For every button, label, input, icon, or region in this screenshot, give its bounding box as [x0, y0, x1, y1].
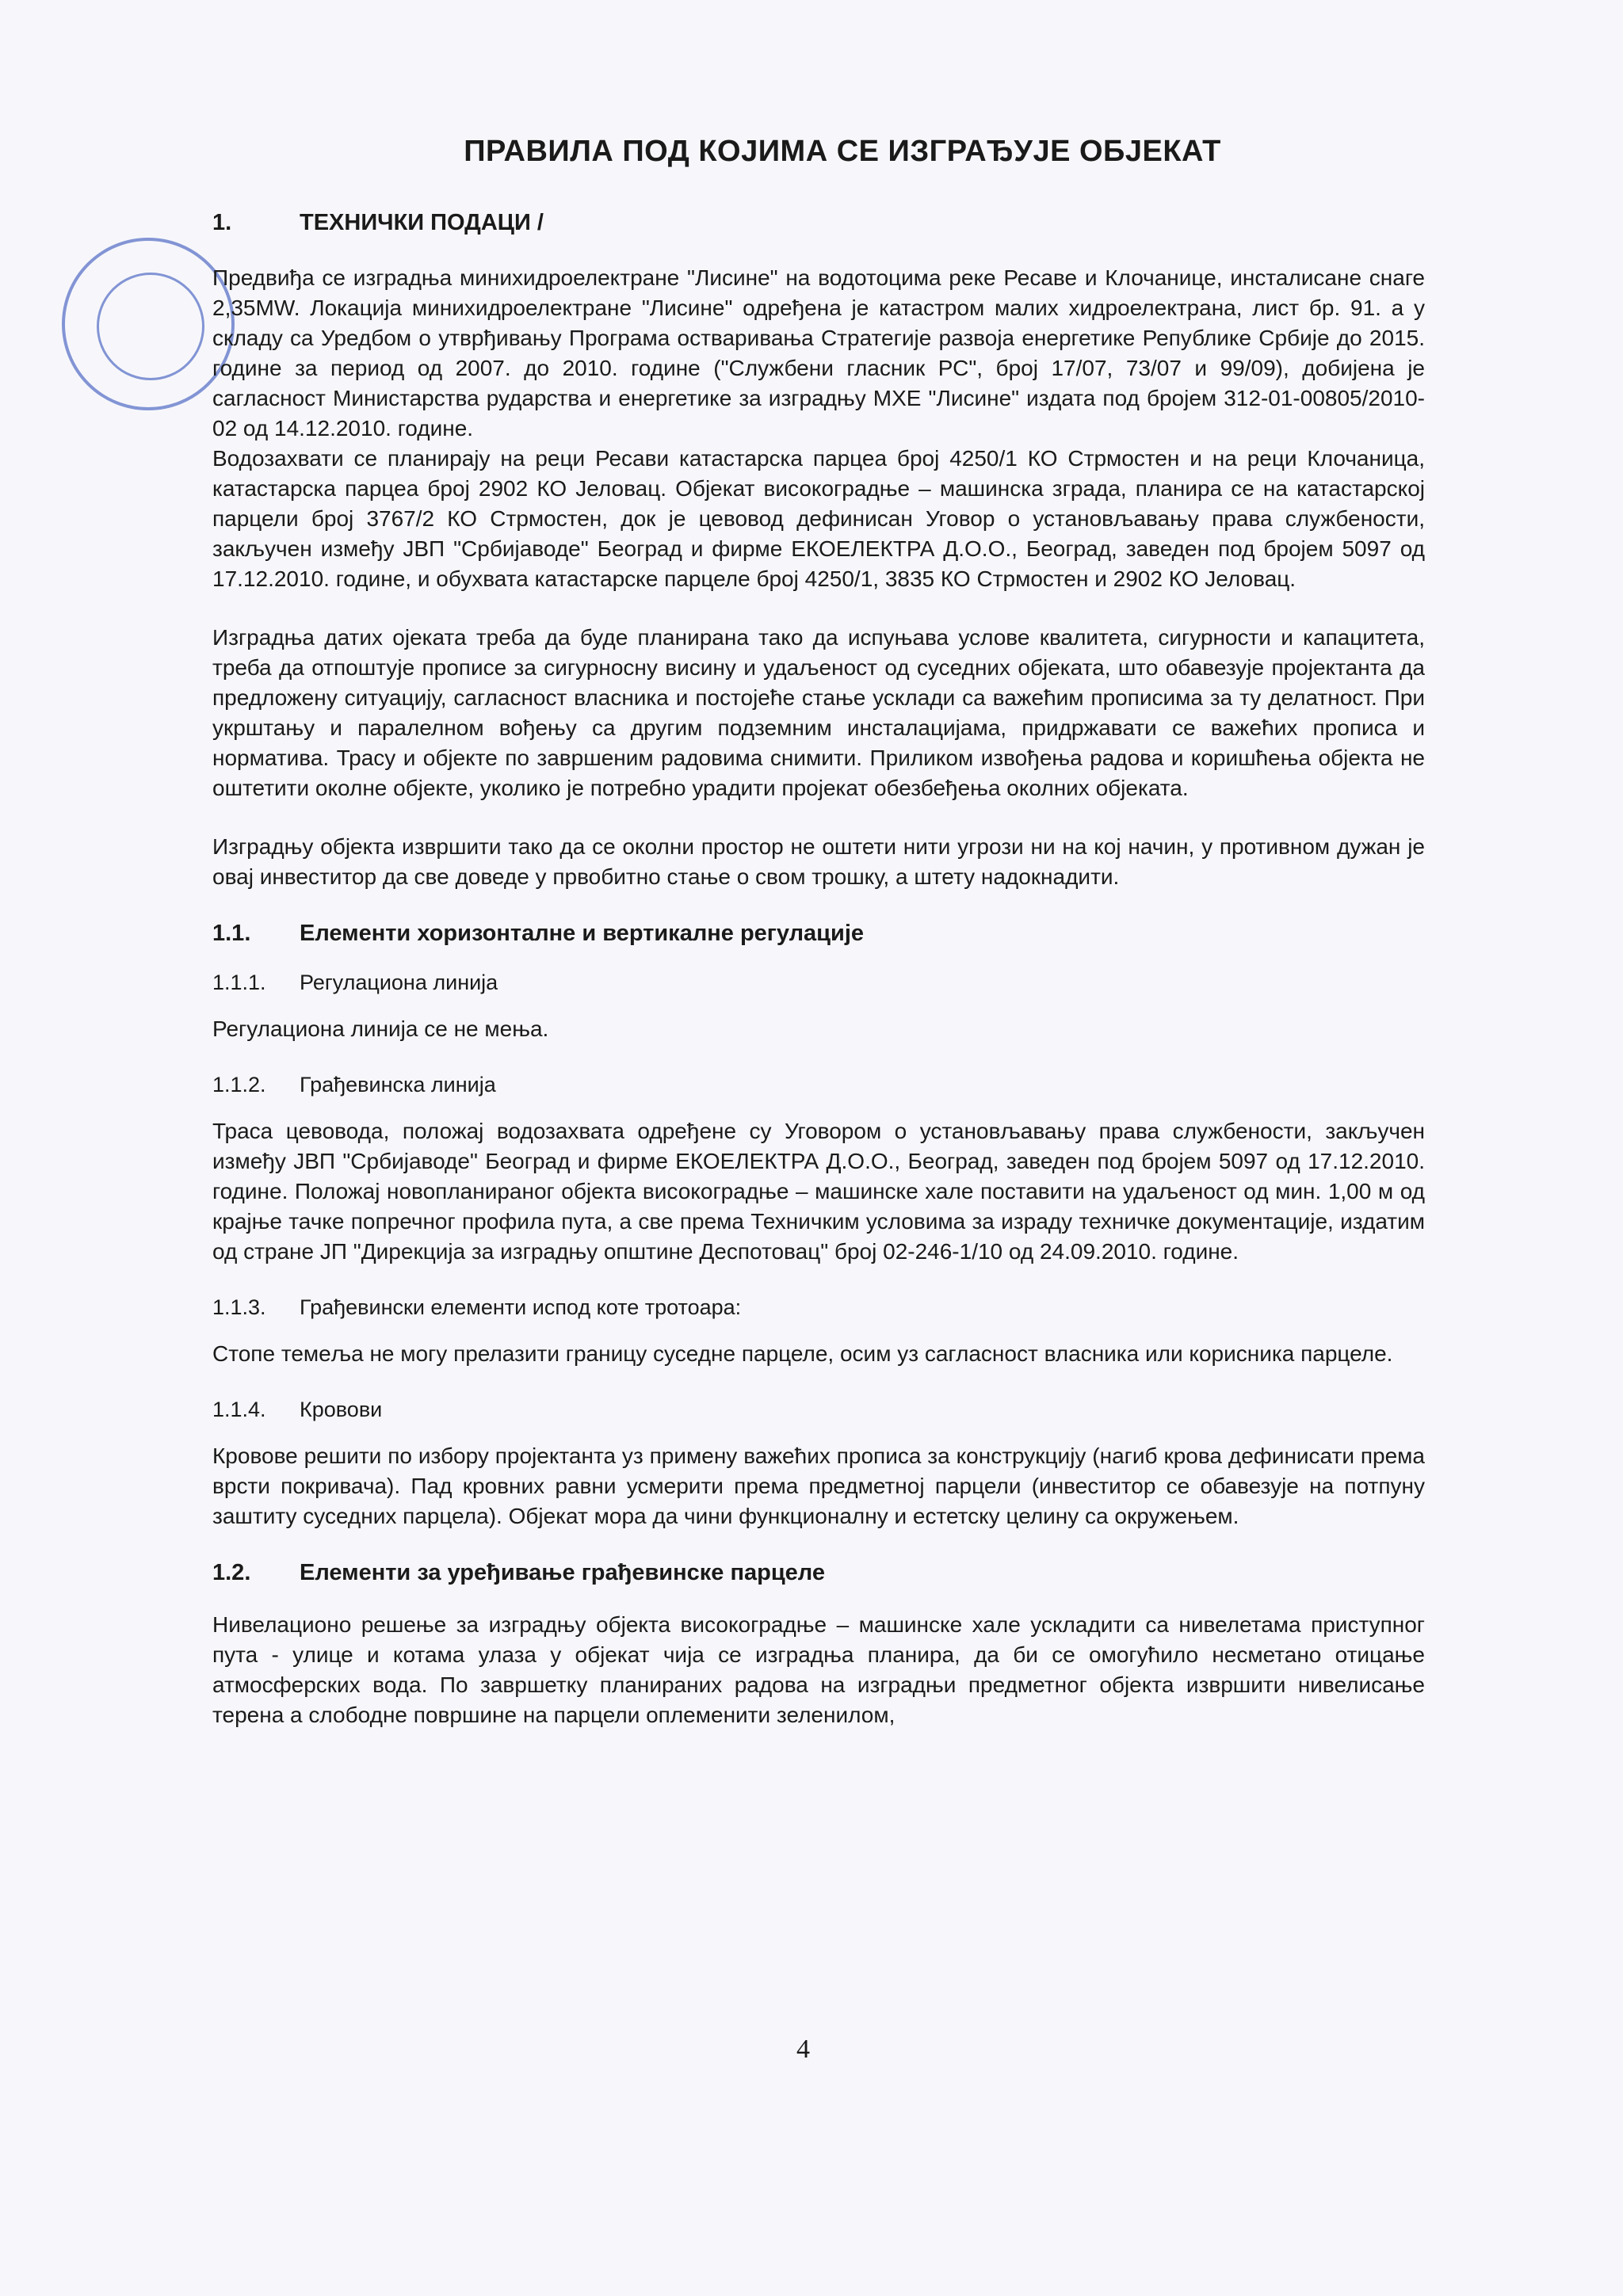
section-title: ТЕХНИЧКИ ПОДАЦИ / — [300, 210, 544, 235]
document-title: ПРАВИЛА ПОД КОЈИМА СЕ ИЗГРАЂУЈЕ ОБЈЕКАТ — [464, 135, 1221, 168]
section-heading-1-1-2 — [212, 1073, 1425, 1097]
section-title: Грађевински елементи испод коте тротоара: — [300, 1295, 742, 1319]
paragraph-8: Кровове решити по избору пројектанта уз примену важећих прописа за конструкцију (нагиб крова дефинисати према врсти покривача). Пад кровних равни усмерити према предметној парцели (инвеститор се обавезује на потпуну заштиту суседних парцела). Објекат мора да чини функционалну и естетску целину са окружењем. — [212, 1444, 1425, 1528]
stamp-inner-ring — [97, 273, 204, 380]
section-title: Елементи за уређивање грађевинске парцеле — [300, 1560, 825, 1585]
section-number: 1.1. — [212, 921, 251, 946]
section-number: 1.1.3. — [212, 1295, 266, 1319]
paragraph-4: Изградњу објекта извршити тако да се околни простор не оштети нити угрози ни на кој начин, у противном дужан је овај инвеститор да све доведе у првобитно стање о свом трошку, а штету надокнадити. — [212, 834, 1425, 889]
paragraph-1: Предвиђа се изградња минихидроелектране "Лисине" на водотоцима реке Ресаве и Клочанице, инсталисане снаге 2,35MW. Локација минихидроелектране "Лисине" одређена је катастром малих хидроелектрана, лист бр. 91. а у складу са Уредбом о утврђивању Програма остваривања Стратегије развоја енергетике Републике Србије до 2015. године за период од 2007. до 2010. године ("Службени гласник РС", број 17/07, 73/07 и 99/09), добијена је сагласност Министарства рударства и енергетике за изградњу МХЕ "Лисине" издата под бројем 312-01-00805/2010-02 од 14.12.2010. године. — [212, 265, 1425, 441]
paragraph-9: Нивелационо решење за изградњу објекта високоградње – машинске хале ускладити са нивелетама приступног пута - улице и котама улаза у објекат чија се изградња планира, да би се омогућило несметано отицање атмосферских вода. По завршетку планираних радова на изградњи предметног објекта извршити нивелисање терена а слободне површине на парцели оплеменити зеленилом, — [212, 1612, 1425, 1727]
paragraph-3: Изградња датих ојеката треба да буде планирана тако да испуњава услове квалитета, сигурности и капацитета, треба да отпоштује прописе за сигурносну висину и удаљеност од суседних објеката, што обавезује пројектанта да предложену ситуацију, сагласност власника и постојеће стање ускл​ади са важећим прописима за ту делатност. При укрштању и паралелном вођењу са другим подземним инсталацијама, придржавати се важећих прописа и норматива. Трасу и објекте по завршеним радовима снимити. Приликом извођења радова и коришћења објекта не оштетити околне објекте, уколико је потребно урадити пројекат обезбеђења околних објеката. — [212, 625, 1425, 800]
page-number: 4 — [796, 2035, 810, 2064]
section-heading-1-2 — [212, 1560, 1425, 1586]
section-title: Кровови — [300, 1398, 383, 1421]
section-title: Регулациона линија — [300, 971, 498, 994]
section-heading-1-1-1 — [212, 971, 1425, 995]
section-heading-1-1 — [212, 921, 1425, 947]
paragraph-5: Регулациона линија се не мења. — [212, 1016, 549, 1041]
section-title: Елементи хоризонталне и вертикалне регулације — [300, 921, 865, 946]
section-number: 1.1.1. — [212, 971, 266, 994]
section-number: 1.2. — [212, 1560, 251, 1585]
paragraph-2: Водозахвати се планирају на реци Ресави катастарска парцеа број 4250/1 КО Стрмостен и на реци Клочаница, катастарска парцеа број 2902 КО Јеловац. Објекат високоградње – машинска зграда, планира се на катастарској парцели број 3767/2 КО Стрмостен, док је цевовод дефинисан Уговор о установљавању права службености, закључен између ЈВП "Србијаводе" Београд и фирме ЕКОЕЛЕКТРА Д.О.О., Београд, заведен под бројем 5097 од 17.12.2010. године, и обухвата катастарске парцеле број 4250/1, 3835 КО Стрмостен и 2902 КО Јеловац. — [212, 446, 1425, 591]
section-number: 1. — [212, 210, 232, 235]
paragraph-7: Стопе темеља не могу прелазити границу суседне парцеле, осим уз сагласност власника или корисника парцеле. — [212, 1341, 1393, 1366]
paragraph-6: Траса цевовода, положај водозахвата одређене су Уговором о установљавању права службености, закључен између ЈВП "Србијаводе" Београд и фирме ЕКОЕЛЕКТРА Д.О.О., Београд, заведен под бројем 5097 од 17.12.2010. године. Положај новопланираног објекта високоградње – машинске хале поставити на удаљеност од мин. 1,00 м од крајње тачке попречног профила пута, а све према Техничким условима за израду техничке документације, издатим од стране ЈП "Дирекција за изградњу општине Деспотовац" број 02-246-1/10 од 24.09.2010. године. — [212, 1119, 1425, 1264]
section-title: Грађевинска линија — [300, 1073, 496, 1097]
official-stamp — [62, 238, 235, 410]
document-body — [212, 135, 1425, 1759]
section-heading-1-1-3 — [212, 1295, 1425, 1320]
section-heading-1-1-4 — [212, 1398, 1425, 1422]
section-number: 1.1.4. — [212, 1398, 266, 1421]
section-heading-1 — [212, 210, 1425, 236]
section-number: 1.1.2. — [212, 1073, 266, 1097]
